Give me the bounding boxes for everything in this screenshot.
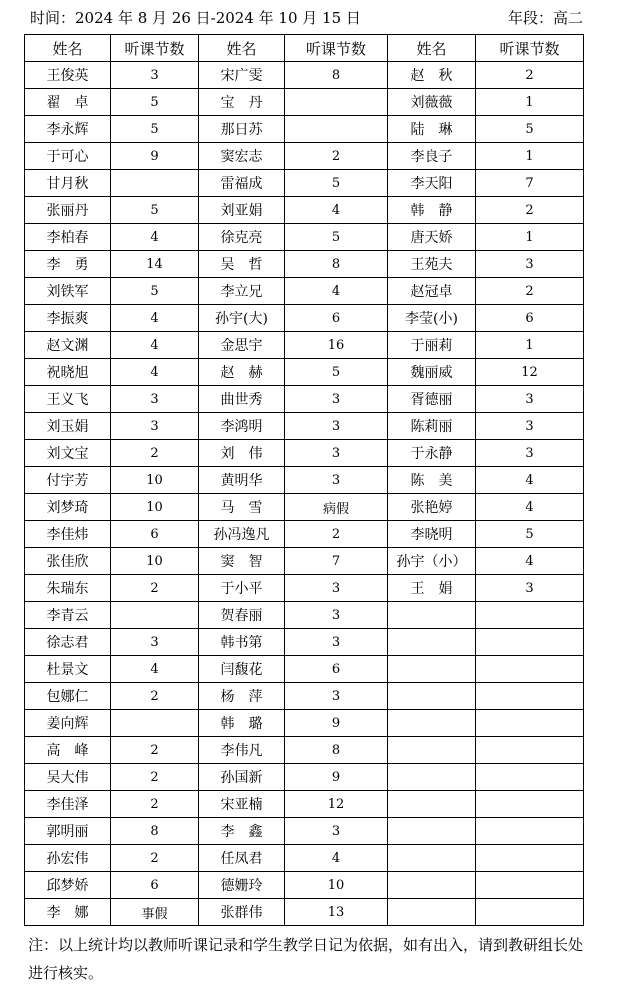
lesson-count-cell: 6 xyxy=(285,305,388,332)
lesson-count-cell: 1 xyxy=(476,143,584,170)
table-row xyxy=(25,197,584,224)
teacher-name-cell: 李佳炜 xyxy=(25,521,111,548)
teacher-name-cell: 李永辉 xyxy=(25,116,111,143)
lesson-count-cell: 14 xyxy=(111,251,199,278)
teacher-name-cell xyxy=(388,791,476,818)
teacher-name-cell: 王 娟 xyxy=(388,575,476,602)
teacher-name-cell xyxy=(388,710,476,737)
teacher-name-cell: 宋广雯 xyxy=(199,62,285,89)
teacher-name-cell: 于可心 xyxy=(25,143,111,170)
lesson-count-cell: 4 xyxy=(476,494,584,521)
table-row xyxy=(25,278,584,305)
teacher-name-cell: 于永静 xyxy=(388,440,476,467)
teacher-name-cell xyxy=(388,683,476,710)
table-row xyxy=(25,710,584,737)
teacher-name-cell: 刘文宝 xyxy=(25,440,111,467)
teacher-name-cell: 李 娜 xyxy=(25,899,111,926)
column-header: 听课节数 xyxy=(111,35,199,62)
teacher-name-cell: 金思宇 xyxy=(199,332,285,359)
date-range: 时间：2024 年 8 月 26 日-2024 年 10 月 15 日 xyxy=(30,9,361,27)
lesson-count-cell xyxy=(476,602,584,629)
report-header xyxy=(24,6,583,30)
teacher-name-cell: 德姗玲 xyxy=(199,872,285,899)
lesson-count-cell xyxy=(476,845,584,872)
lesson-count-cell: 3 xyxy=(285,413,388,440)
footnote: 注：以上统计均以教师听课记录和学生教学日记为依据，如有出入，请到教研组长处进行核实。 xyxy=(28,936,584,982)
teacher-name-cell: 李伟凡 xyxy=(199,737,285,764)
lesson-count-cell: 12 xyxy=(476,359,584,386)
teacher-name-cell: 王义飞 xyxy=(25,386,111,413)
lesson-count-cell: 2 xyxy=(111,845,199,872)
lesson-count-cell: 1 xyxy=(476,224,584,251)
lesson-count-cell: 病假 xyxy=(285,494,388,521)
teacher-name-cell: 曲世秀 xyxy=(199,386,285,413)
lesson-count-cell: 6 xyxy=(476,305,584,332)
teacher-name-cell: 刘薇薇 xyxy=(388,89,476,116)
lesson-count-cell xyxy=(285,116,388,143)
lesson-count-cell xyxy=(476,737,584,764)
lesson-count-cell xyxy=(476,656,584,683)
lesson-count-cell: 3 xyxy=(111,413,199,440)
table-row xyxy=(25,386,584,413)
lesson-count-cell: 5 xyxy=(285,170,388,197)
teacher-name-cell xyxy=(388,656,476,683)
table-row xyxy=(25,521,584,548)
column-header: 姓名 xyxy=(25,35,111,62)
lesson-count-cell: 5 xyxy=(111,89,199,116)
teacher-name-cell: 任凤君 xyxy=(199,845,285,872)
lesson-count-cell: 3 xyxy=(285,818,388,845)
table-row xyxy=(25,467,584,494)
teacher-name-cell: 魏丽威 xyxy=(388,359,476,386)
lesson-count-cell xyxy=(476,764,584,791)
teacher-name-cell: 李 勇 xyxy=(25,251,111,278)
lesson-count-cell: 6 xyxy=(285,656,388,683)
teacher-name-cell: 李天阳 xyxy=(388,170,476,197)
lesson-count-cell: 2 xyxy=(111,737,199,764)
teacher-name-cell: 甘月秋 xyxy=(25,170,111,197)
lesson-count-cell: 3 xyxy=(111,386,199,413)
lesson-count-cell: 2 xyxy=(476,62,584,89)
lesson-count-cell: 4 xyxy=(285,278,388,305)
lesson-count-cell: 1 xyxy=(476,332,584,359)
lesson-count-cell: 8 xyxy=(285,62,388,89)
lesson-count-cell: 3 xyxy=(285,575,388,602)
lesson-count-cell: 2 xyxy=(111,575,199,602)
table-row xyxy=(25,818,584,845)
teacher-name-cell: 于小平 xyxy=(199,575,285,602)
lesson-count-cell: 8 xyxy=(285,251,388,278)
teacher-name-cell: 韩书第 xyxy=(199,629,285,656)
teacher-name-cell: 那日苏 xyxy=(199,116,285,143)
lesson-count-cell: 事假 xyxy=(111,899,199,926)
table-row xyxy=(25,62,584,89)
lesson-count-cell: 3 xyxy=(285,683,388,710)
lesson-count-cell: 3 xyxy=(476,251,584,278)
teacher-name-cell: 刘梦琦 xyxy=(25,494,111,521)
column-header: 听课节数 xyxy=(285,35,388,62)
table-row xyxy=(25,305,584,332)
teacher-name-cell: 李良子 xyxy=(388,143,476,170)
teacher-name-cell: 窦 智 xyxy=(199,548,285,575)
teacher-name-cell: 姜向辉 xyxy=(25,710,111,737)
lesson-count-cell: 3 xyxy=(476,413,584,440)
lesson-count-cell: 8 xyxy=(285,737,388,764)
lesson-count-cell xyxy=(285,89,388,116)
lesson-count-cell: 5 xyxy=(285,359,388,386)
teacher-name-cell: 韩 璐 xyxy=(199,710,285,737)
lesson-count-cell: 16 xyxy=(285,332,388,359)
column-header: 姓名 xyxy=(388,35,476,62)
lesson-count-cell: 3 xyxy=(285,602,388,629)
lesson-count-cell xyxy=(111,710,199,737)
grade-label: 年段：高二 xyxy=(507,9,583,27)
teacher-name-cell xyxy=(388,818,476,845)
teacher-name-cell: 闫馥花 xyxy=(199,656,285,683)
lesson-count-cell: 2 xyxy=(111,764,199,791)
column-header: 姓名 xyxy=(199,35,285,62)
table-row xyxy=(25,656,584,683)
teacher-name-cell: 李振爽 xyxy=(25,305,111,332)
lesson-count-cell: 3 xyxy=(476,386,584,413)
lesson-count-cell: 7 xyxy=(285,548,388,575)
lesson-count-cell: 4 xyxy=(285,845,388,872)
lesson-count-cell: 3 xyxy=(285,629,388,656)
teacher-name-cell xyxy=(388,737,476,764)
teacher-name-cell: 朱瑞东 xyxy=(25,575,111,602)
teacher-name-cell: 于丽莉 xyxy=(388,332,476,359)
teacher-name-cell: 杜景文 xyxy=(25,656,111,683)
table-row xyxy=(25,629,584,656)
teacher-name-cell: 胥德丽 xyxy=(388,386,476,413)
lesson-count-cell: 10 xyxy=(285,872,388,899)
teacher-name-cell: 赵 赫 xyxy=(199,359,285,386)
lesson-count-cell xyxy=(111,170,199,197)
lesson-count-cell: 2 xyxy=(285,521,388,548)
teacher-name-cell: 黄明华 xyxy=(199,467,285,494)
lesson-count-cell: 2 xyxy=(285,143,388,170)
teacher-name-cell xyxy=(388,629,476,656)
teacher-name-cell: 祝晓旭 xyxy=(25,359,111,386)
teacher-name-cell: 宝 丹 xyxy=(199,89,285,116)
teacher-name-cell: 赵文渊 xyxy=(25,332,111,359)
teacher-name-cell: 孙冯逸凡 xyxy=(199,521,285,548)
lesson-count-cell: 10 xyxy=(111,494,199,521)
teacher-name-cell: 徐志君 xyxy=(25,629,111,656)
lesson-count-cell: 7 xyxy=(476,170,584,197)
teacher-name-cell: 李晓明 xyxy=(388,521,476,548)
lesson-count-cell xyxy=(476,872,584,899)
teacher-name-cell: 孙宏伟 xyxy=(25,845,111,872)
teacher-name-cell: 吴大伟 xyxy=(25,764,111,791)
teacher-name-cell: 刘铁军 xyxy=(25,278,111,305)
teacher-name-cell: 刘 伟 xyxy=(199,440,285,467)
teacher-name-cell: 赵 秋 xyxy=(388,62,476,89)
lesson-count-cell xyxy=(476,683,584,710)
lesson-count-cell: 2 xyxy=(111,683,199,710)
lesson-count-cell xyxy=(476,818,584,845)
table-row xyxy=(25,791,584,818)
lesson-count-cell: 8 xyxy=(111,818,199,845)
teacher-name-cell: 高 峰 xyxy=(25,737,111,764)
table-header-row xyxy=(25,35,584,62)
teacher-name-cell: 韩 静 xyxy=(388,197,476,224)
lesson-count-cell: 4 xyxy=(111,305,199,332)
lesson-count-cell xyxy=(476,629,584,656)
lesson-count-cell: 9 xyxy=(285,710,388,737)
lesson-count-cell: 3 xyxy=(111,629,199,656)
teacher-name-cell: 宋亚楠 xyxy=(199,791,285,818)
teacher-name-cell: 刘玉娟 xyxy=(25,413,111,440)
table-row xyxy=(25,413,584,440)
lesson-count-cell: 3 xyxy=(285,467,388,494)
teacher-name-cell: 张艳婷 xyxy=(388,494,476,521)
teacher-name-cell xyxy=(388,764,476,791)
table-row xyxy=(25,548,584,575)
teacher-name-cell: 李青云 xyxy=(25,602,111,629)
teacher-name-cell: 陆 琳 xyxy=(388,116,476,143)
teacher-name-cell: 贺春丽 xyxy=(199,602,285,629)
table-row xyxy=(25,332,584,359)
teacher-name-cell: 赵冠卓 xyxy=(388,278,476,305)
lesson-count-cell: 2 xyxy=(476,197,584,224)
lesson-count-cell: 3 xyxy=(111,62,199,89)
table-row xyxy=(25,494,584,521)
teacher-name-cell: 吴 哲 xyxy=(199,251,285,278)
teacher-name-cell: 刘亚娟 xyxy=(199,197,285,224)
teacher-name-cell: 李莹(小) xyxy=(388,305,476,332)
lesson-count-cell: 4 xyxy=(111,359,199,386)
lesson-count-cell: 4 xyxy=(476,467,584,494)
teacher-name-cell xyxy=(388,845,476,872)
table-body xyxy=(25,62,584,926)
table-row xyxy=(25,116,584,143)
teacher-name-cell: 杨 萍 xyxy=(199,683,285,710)
lesson-count-cell: 10 xyxy=(111,467,199,494)
table-row xyxy=(25,575,584,602)
lesson-count-cell: 6 xyxy=(111,872,199,899)
lesson-count-cell: 5 xyxy=(111,116,199,143)
lesson-count-cell: 5 xyxy=(476,116,584,143)
teacher-name-cell: 李立兄 xyxy=(199,278,285,305)
table-row xyxy=(25,872,584,899)
lesson-count-cell: 3 xyxy=(285,386,388,413)
teacher-name-cell xyxy=(388,899,476,926)
teacher-name-cell: 郭明丽 xyxy=(25,818,111,845)
table-row xyxy=(25,440,584,467)
table-row xyxy=(25,764,584,791)
teacher-name-cell: 邱梦娇 xyxy=(25,872,111,899)
lesson-count-cell xyxy=(476,899,584,926)
lesson-count-cell: 9 xyxy=(285,764,388,791)
teacher-name-cell: 张佳欣 xyxy=(25,548,111,575)
lesson-count-cell: 2 xyxy=(476,278,584,305)
lesson-count-cell: 4 xyxy=(111,332,199,359)
column-header: 听课节数 xyxy=(476,35,584,62)
lesson-count-cell: 5 xyxy=(111,278,199,305)
table-row xyxy=(25,143,584,170)
teacher-name-cell: 付宇芳 xyxy=(25,467,111,494)
lesson-count-cell: 3 xyxy=(476,440,584,467)
lesson-count-cell: 4 xyxy=(111,656,199,683)
table-row xyxy=(25,737,584,764)
teacher-name-cell: 王苑夫 xyxy=(388,251,476,278)
lesson-count-cell: 4 xyxy=(285,197,388,224)
table-row xyxy=(25,251,584,278)
teacher-name-cell xyxy=(388,602,476,629)
table-row xyxy=(25,224,584,251)
lesson-count-cell: 5 xyxy=(111,197,199,224)
teacher-name-cell xyxy=(388,872,476,899)
lesson-count-cell xyxy=(476,791,584,818)
teacher-name-cell: 王俊英 xyxy=(25,62,111,89)
table-row xyxy=(25,89,584,116)
teacher-name-cell: 翟 卓 xyxy=(25,89,111,116)
teacher-name-cell: 李鸿明 xyxy=(199,413,285,440)
lesson-count-cell: 6 xyxy=(111,521,199,548)
table-row xyxy=(25,845,584,872)
teacher-name-cell: 李柏春 xyxy=(25,224,111,251)
teacher-name-cell: 陈莉丽 xyxy=(388,413,476,440)
teacher-name-cell: 李 鑫 xyxy=(199,818,285,845)
lesson-count-cell: 3 xyxy=(476,575,584,602)
teacher-name-cell: 张丽丹 xyxy=(25,197,111,224)
teacher-name-cell: 包娜仁 xyxy=(25,683,111,710)
lesson-count-cell: 1 xyxy=(476,89,584,116)
lesson-count-cell: 10 xyxy=(111,548,199,575)
lesson-count-cell: 9 xyxy=(111,143,199,170)
lesson-count-cell: 4 xyxy=(476,548,584,575)
lecture-attendance-table xyxy=(24,34,584,926)
teacher-name-cell: 张群伟 xyxy=(199,899,285,926)
teacher-name-cell: 陈 美 xyxy=(388,467,476,494)
table-row xyxy=(25,683,584,710)
teacher-name-cell: 唐天娇 xyxy=(388,224,476,251)
teacher-name-cell: 马 雪 xyxy=(199,494,285,521)
lesson-count-cell: 2 xyxy=(111,440,199,467)
lesson-count-cell: 5 xyxy=(476,521,584,548)
lesson-count-cell xyxy=(111,602,199,629)
table-row xyxy=(25,602,584,629)
teacher-name-cell: 窦宏志 xyxy=(199,143,285,170)
lesson-count-cell: 2 xyxy=(111,791,199,818)
teacher-name-cell: 孙宇(大) xyxy=(199,305,285,332)
lesson-count-cell: 12 xyxy=(285,791,388,818)
lesson-count-cell xyxy=(476,710,584,737)
table-row xyxy=(25,899,584,926)
table-row xyxy=(25,359,584,386)
lesson-count-cell: 13 xyxy=(285,899,388,926)
teacher-name-cell: 孙宇（小） xyxy=(388,548,476,575)
teacher-name-cell: 孙国新 xyxy=(199,764,285,791)
lesson-count-cell: 3 xyxy=(285,440,388,467)
lesson-count-cell: 5 xyxy=(285,224,388,251)
teacher-name-cell: 雷福成 xyxy=(199,170,285,197)
table-row xyxy=(25,170,584,197)
teacher-name-cell: 李佳泽 xyxy=(25,791,111,818)
lesson-count-cell: 4 xyxy=(111,224,199,251)
teacher-name-cell: 徐克亮 xyxy=(199,224,285,251)
